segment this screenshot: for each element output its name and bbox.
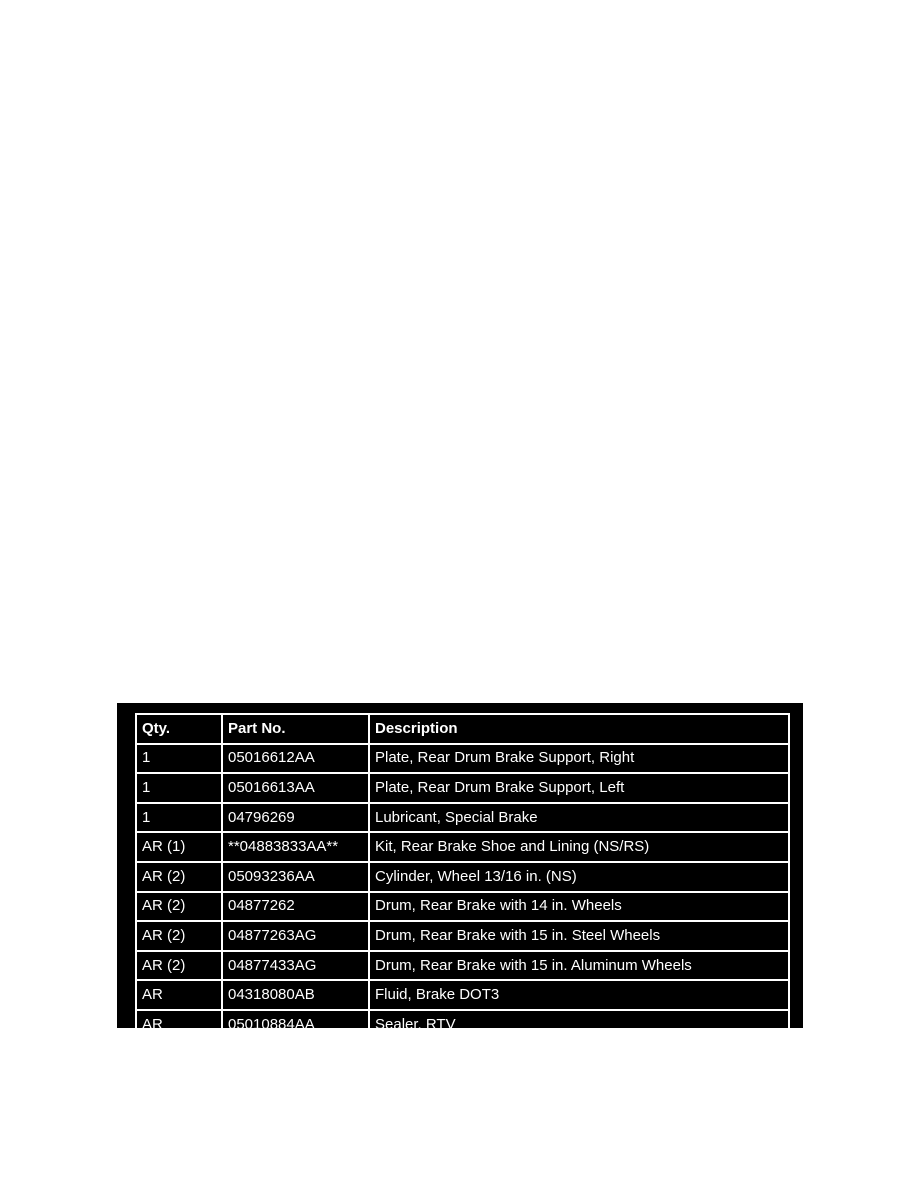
cell-qty: 1 (136, 803, 222, 833)
cell-part-no: 05016612AA (222, 744, 369, 774)
cell-part-no: 05010884AA (222, 1010, 369, 1040)
cell-qty: AR (2) (136, 892, 222, 922)
parts-table-panel (117, 703, 803, 1033)
table-row (136, 921, 789, 951)
cell-qty: AR (136, 980, 222, 1010)
cell-description: Lubricant, Special Brake (369, 803, 789, 833)
cell-description: Fluid, Brake DOT3 (369, 980, 789, 1010)
cell-part-no: 04877263AG (222, 921, 369, 951)
table-row (136, 980, 789, 1010)
table-row (136, 862, 789, 892)
parts-table (135, 713, 790, 1041)
cell-part-no: **04883833AA** (222, 832, 369, 862)
table-row (136, 803, 789, 833)
cell-description: Drum, Rear Brake with 15 in. Steel Wheels (369, 921, 789, 951)
header-qty: Qty. (136, 714, 222, 744)
cell-description: Plate, Rear Drum Brake Support, Left (369, 773, 789, 803)
cell-description: Cylinder, Wheel 13/16 in. (NS) (369, 862, 789, 892)
cell-qty: AR (2) (136, 951, 222, 981)
cell-description: Drum, Rear Brake with 15 in. Aluminum Wheels (369, 951, 789, 981)
header-description: Description (369, 714, 789, 744)
cell-part-no: 04877433AG (222, 951, 369, 981)
table-row (136, 832, 789, 862)
cell-description: Drum, Rear Brake with 14 in. Wheels (369, 892, 789, 922)
cell-qty: 1 (136, 744, 222, 774)
table-row (136, 744, 789, 774)
cell-qty: 1 (136, 773, 222, 803)
cell-description: Sealer, RTV (369, 1010, 789, 1040)
cell-part-no: 05016613AA (222, 773, 369, 803)
table-row (136, 1010, 789, 1040)
table-row (136, 892, 789, 922)
cell-qty: AR (2) (136, 921, 222, 951)
table-row (136, 951, 789, 981)
cell-part-no: 04318080AB (222, 980, 369, 1010)
cell-part-no: 05093236AA (222, 862, 369, 892)
cell-qty: AR (1) (136, 832, 222, 862)
cell-description: Kit, Rear Brake Shoe and Lining (NS/RS) (369, 832, 789, 862)
cell-qty: AR (2) (136, 862, 222, 892)
header-part-no: Part No. (222, 714, 369, 744)
cell-part-no: 04877262 (222, 892, 369, 922)
cell-part-no: 04796269 (222, 803, 369, 833)
cell-description: Plate, Rear Drum Brake Support, Right (369, 744, 789, 774)
table-header-row (136, 714, 789, 744)
table-row (136, 773, 789, 803)
cell-qty: AR (136, 1010, 222, 1040)
